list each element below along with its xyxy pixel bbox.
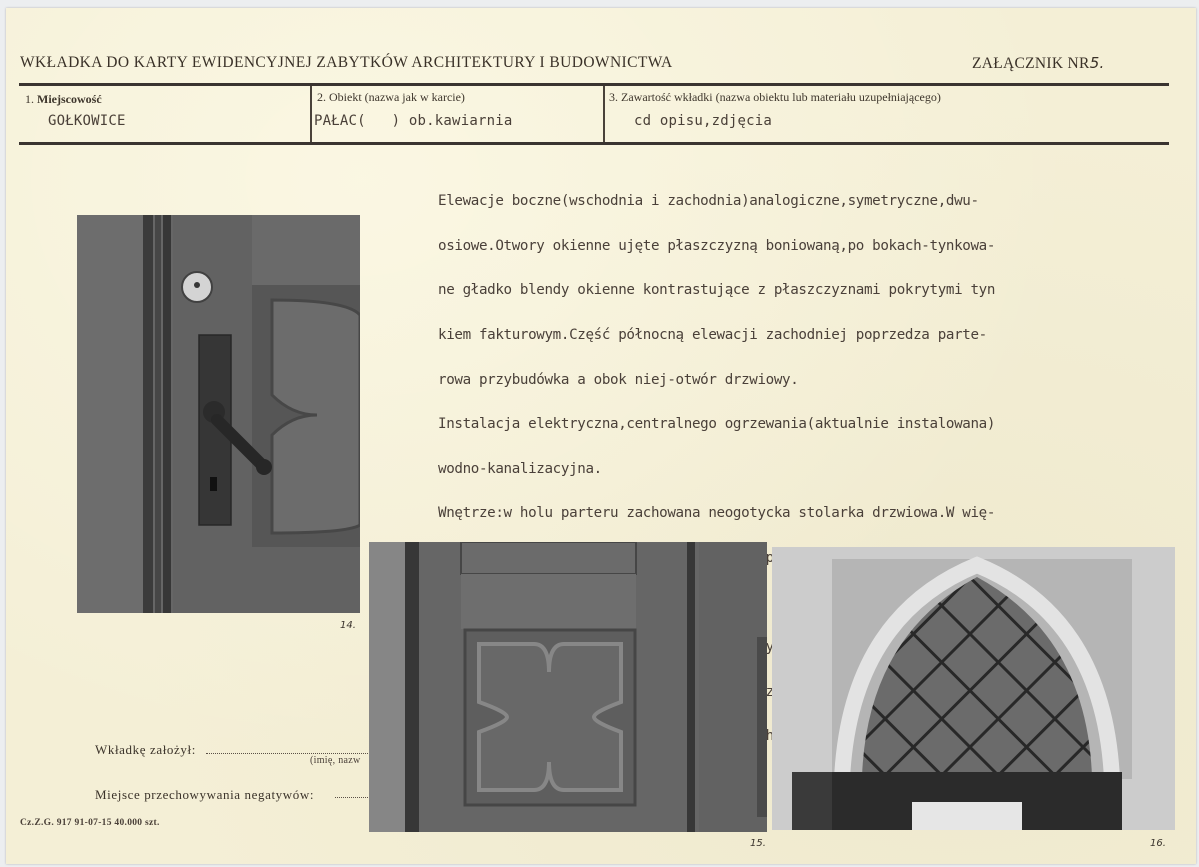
photo-15-door-panel xyxy=(369,542,767,832)
photo-14-door-handle xyxy=(77,215,360,613)
annex-number: 5. xyxy=(1089,54,1105,72)
description-line: Elewacje boczne(wschodnia i zachodnia)analogiczne,symetryczne,dwu- xyxy=(438,193,979,210)
field-3-value: cd opisu,zdjęcia xyxy=(634,113,773,129)
photo-16-number: 16. xyxy=(1150,838,1166,849)
field-2-label-text: Obiekt (nazwa jak w karcie) xyxy=(329,90,465,104)
description-line: Instalacja elektryczna,centralnego ogrzewania(aktualnie instalowana) xyxy=(438,416,996,433)
photo-14-number: 14. xyxy=(340,620,356,631)
description-line: Wnętrze:w holu parteru zachowana neogotycka stolarka drzwiowa.W wię- xyxy=(438,505,996,522)
field-divider-1 xyxy=(310,86,312,142)
description-line: osiowe.Otwory okienne ujęte płaszczyzną boniowaną,po bokach-tynkowa- xyxy=(438,237,996,254)
description-line: wodno-kanalizacyjna. xyxy=(438,460,602,477)
door-panel-image xyxy=(369,542,767,832)
field-3-label-text: Zawartość wkładki (nazwa obiektu lub materiału uzupełniającego) xyxy=(621,90,941,104)
created-by-field[interactable] xyxy=(206,753,368,754)
description-line: rowa przybudówka a obok niej-otwór drzwiowy. xyxy=(438,371,799,388)
field-3-number: 3. xyxy=(609,90,618,104)
header-bottom-rule xyxy=(19,142,1169,145)
header-top-rule xyxy=(19,83,1169,86)
negatives-field[interactable] xyxy=(335,797,368,798)
created-by-label: Wkładkę założył: xyxy=(95,742,196,757)
description-line: kiem fakturowym.Część północną elewacji zachodniej poprzedza parte- xyxy=(438,327,987,344)
field-1-number: 1. xyxy=(25,92,34,106)
field-2-value: PAŁAC( ) ob.kawiarnia xyxy=(314,113,513,129)
arch-window-image xyxy=(772,547,1175,830)
photo-15-number: 15. xyxy=(750,838,766,849)
document-title: WKŁADKA DO KARTY EWIDENCYJNEJ ZABYTKÓW ARCHITEKTURY I BUDOWNICTWA xyxy=(20,54,673,71)
field-2-label xyxy=(317,90,465,105)
field-1-label xyxy=(25,92,102,107)
negatives-label: Miejsce przechowywania negatywów: xyxy=(95,787,315,802)
field-3-label xyxy=(609,90,941,105)
description-line: ne gładko blendy okienne kontrastujące z płaszczyznami pokrytymi tyn xyxy=(438,282,996,299)
created-by-hint: (imię, nazw xyxy=(310,755,361,766)
field-1-value: GOŁKOWICE xyxy=(48,113,126,129)
field-divider-2 xyxy=(603,86,605,142)
field-2-number: 2. xyxy=(317,90,326,104)
door-handle-image xyxy=(77,215,360,613)
annex-label xyxy=(972,54,1105,73)
field-1-label-text: Miejscowość xyxy=(37,92,102,106)
annex-label-text: ZAŁĄCZNIK NR xyxy=(972,55,1090,72)
photo-16-arch-window xyxy=(772,547,1175,830)
print-info: Cz.Z.G. 917 91-07-15 40.000 szt. xyxy=(20,818,160,828)
